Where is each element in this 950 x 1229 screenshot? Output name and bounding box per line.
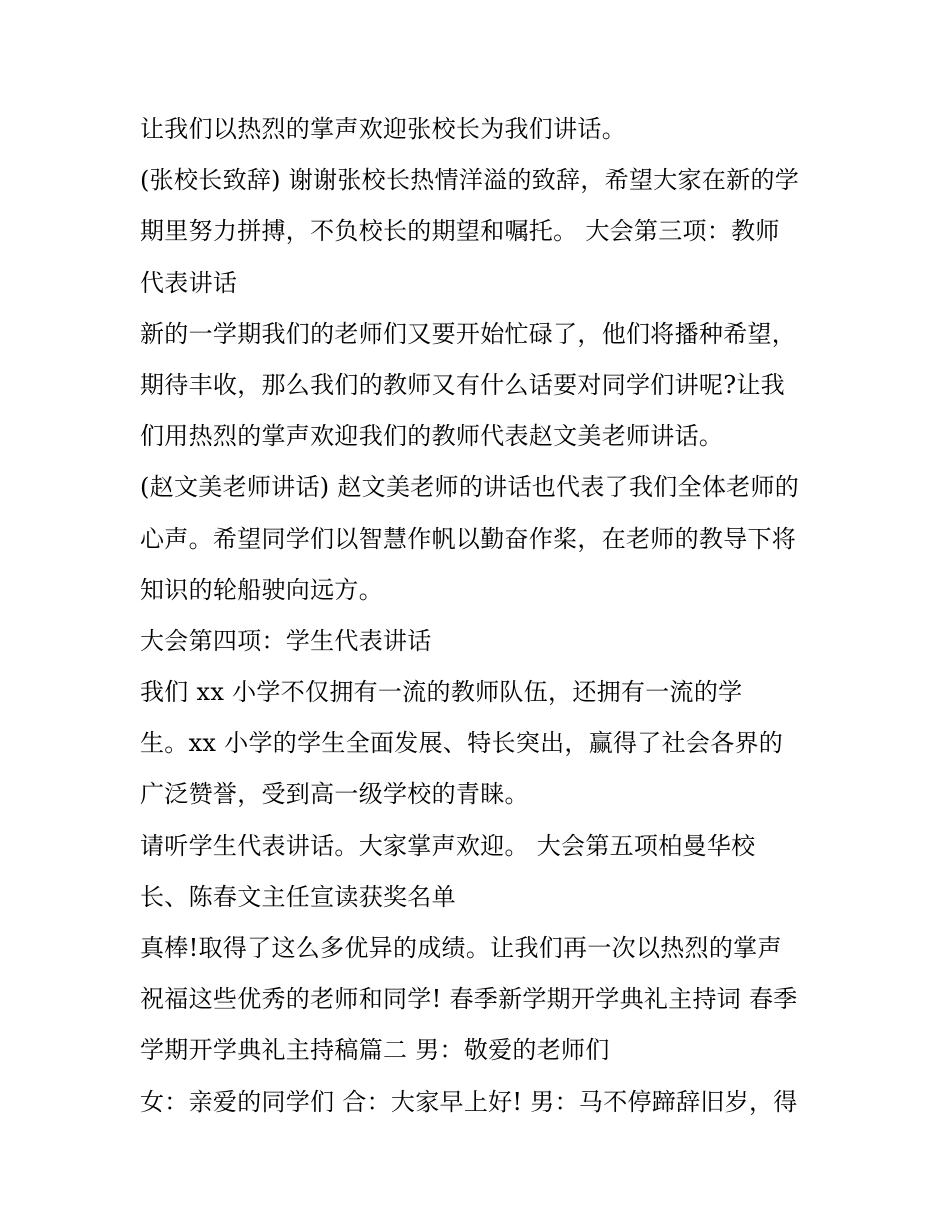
text-line: 代表讲话 <box>140 268 238 297</box>
text-line: 学期开学典礼主持稿篇二 男：敬爱的老师们 <box>140 1036 610 1065</box>
text-line: 期待丰收，那么我们的教师又有什么话要对同学们讲呢?让我 <box>140 370 785 399</box>
text-line: 祝福这些优秀的老师和同学! 春季新学期开学典礼主持词 春季 <box>140 985 798 1014</box>
text-line: 知识的轮船驶向远方。 <box>140 575 383 604</box>
text-line: 长、陈春文主任宣读获奖名单 <box>140 882 456 911</box>
text-line: 真棒!取得了这么多优异的成绩。让我们再一次以热烈的掌声 <box>140 934 782 962</box>
text-line: 让我们以热烈的掌声欢迎张校长为我们讲话。 <box>140 115 626 143</box>
text-line: 广泛赞誉，受到高一级学校的青睐。 <box>140 780 529 809</box>
text-line: (赵文美老师讲话) 赵文美老师的讲话也代表了我们全体老师的 <box>140 473 800 502</box>
text-line: 我们 xx 小学不仅拥有一流的教师队伍，还拥有一流的学 <box>140 678 743 707</box>
text-line: 心声。希望同学们以智慧作帆以勤奋作桨，在老师的教导下将 <box>140 524 797 553</box>
text-line: 生。xx 小学的学生全面发展、特长突出，赢得了社会各界的 <box>140 729 784 758</box>
text-line: 请听学生代表讲话。大家掌声欢迎。 大会第五项柏曼华校 <box>140 831 756 860</box>
text-line: 女：亲爱的同学们 合：大家早上好! 男：马不停蹄辞旧岁，得 <box>140 1087 798 1116</box>
text-line: 新的一学期我们的老师们又要开始忙碌了，他们将播种希望， <box>140 319 797 348</box>
text-line: 们用热烈的掌声欢迎我们的教师代表赵文美老师讲话。 <box>140 422 724 451</box>
document-body <box>140 104 820 1128</box>
text-line: (张校长致辞) 谢谢张校长热情洋溢的致辞，希望大家在新的学 <box>140 166 800 195</box>
text-line: 大会第四项：学生代表讲话 <box>140 626 432 655</box>
text-line: 期里努力拼搏，不负校长的期望和嘱托。 大会第三项：教师 <box>140 217 780 246</box>
